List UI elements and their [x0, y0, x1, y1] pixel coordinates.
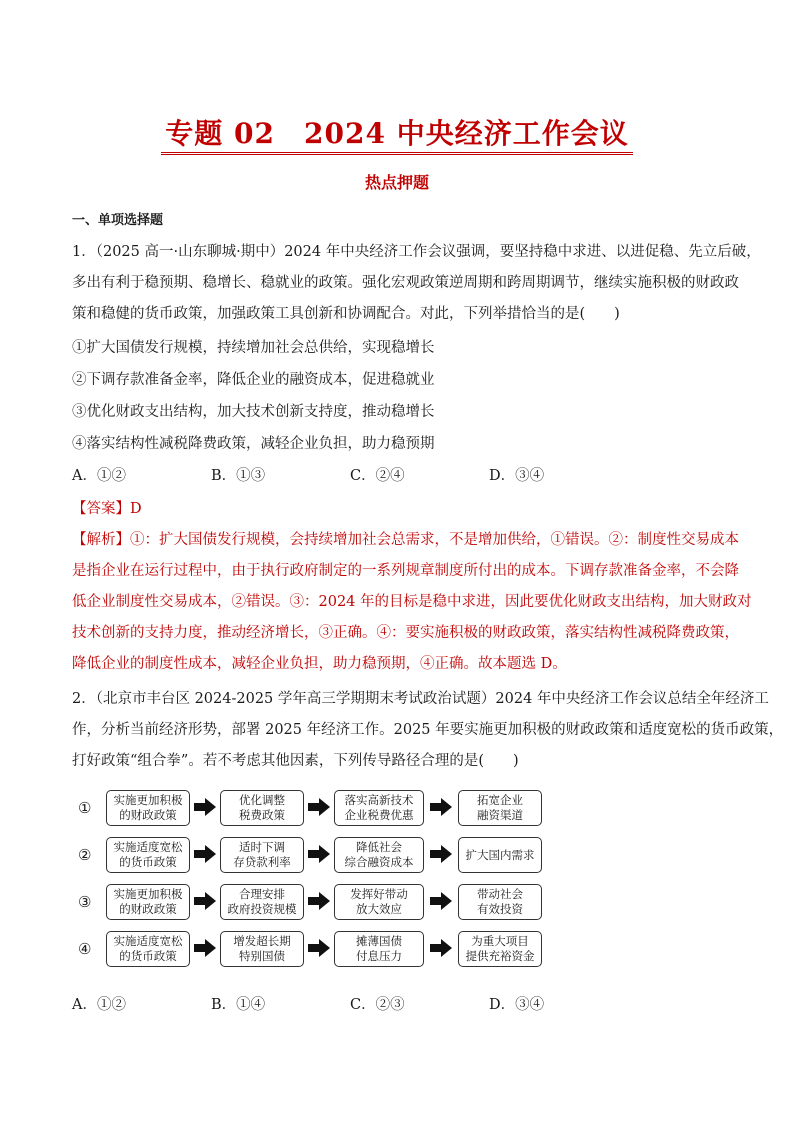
arrow-right-icon — [308, 939, 330, 957]
analysis-label: 【解析】 — [72, 532, 130, 548]
path-box-2: 优化调整 税费政策 — [220, 790, 304, 826]
q1-stem-line-2: 多出有利于稳预期、稳增长、稳就业的政策。强化宏观政策逆周期和跨周期调节，继续实施积极的财政政 — [72, 275, 739, 291]
arrow-right-icon — [430, 845, 452, 863]
page-title — [0, 112, 794, 152]
q1-option-b[interactable]: B．①③ — [211, 468, 266, 484]
q1-statement-2: ②下调存款准备金率，降低企业的融资成本，促进稳就业 — [72, 372, 435, 388]
q1-analysis-line-5: 降低企业的制度性成本，减轻企业负担，助力稳预期，④正确。故本题选 D。 — [72, 656, 567, 672]
path-box-3: 降低社会 综合融资成本 — [334, 837, 424, 873]
answer-label: 【答案】 — [72, 501, 130, 517]
diagram-row-4 — [72, 931, 552, 969]
path-box-3: 落实高新技术 企业税费优惠 — [334, 790, 424, 826]
q2-options — [72, 993, 722, 1014]
q1-stem-line-3: 策和稳健的货币政策，加强政策工具创新和协调配合。对此，下列举措恰当的是( ) — [72, 306, 620, 322]
path-box-1: 实施更加积极 的财政政策 — [106, 790, 190, 826]
arrow-right-icon — [308, 798, 330, 816]
row-number: ② — [78, 846, 92, 864]
q2-stem-line-3: 打好政策“组合拳”。若不考虑其他因素，下列传导路径合理的是( ) — [72, 753, 519, 769]
path-box-2: 合理安排 政府投资规模 — [220, 884, 304, 920]
path-box-4: 扩大国内需求 — [458, 837, 542, 873]
path-box-4: 为重大项目 提供充裕资金 — [458, 931, 542, 967]
q2-option-d[interactable]: D．③④ — [489, 997, 545, 1013]
analysis-text-1: ①：扩大国债发行规模，会持续增加社会总需求，不是增加供给，①错误。②：制度性交易成本 — [130, 532, 739, 548]
q1-analysis-line-2: 是指企业在运行过程中，由于执行政府制定的一系列规章制度所付出的成本。下调存款准备金率，不会降 — [72, 563, 739, 579]
path-box-4: 拓宽企业 融资渠道 — [458, 790, 542, 826]
q1-option-a[interactable]: A．①② — [72, 468, 126, 484]
q2-stem-line-1: 2．（北京市丰台区 2024-2025 学年高三学期期末考试政治试题）2024 年中央经济工作会议总结全年经济工 — [72, 691, 769, 707]
row-number: ① — [78, 799, 92, 817]
transmission-path-diagram — [72, 790, 572, 970]
q2-option-b[interactable]: B．①④ — [211, 997, 266, 1013]
arrow-right-icon — [194, 939, 216, 957]
page-title-text: 专题 02 2024 中央经济工作会议 — [161, 117, 632, 155]
answer-value: D — [130, 501, 142, 517]
q1-answer — [72, 497, 142, 518]
row-number: ③ — [78, 893, 92, 911]
q1-analysis-line-1 — [72, 528, 739, 549]
q2-stem-line-2: 作，分析当前经济形势，部署 2025 年经济工作。2025 年要实施更加积极的财政政策和适度宽松的货币政策， — [72, 722, 784, 738]
arrow-right-icon — [430, 798, 452, 816]
arrow-right-icon — [194, 845, 216, 863]
path-box-1: 实施更加积极 的财政政策 — [106, 884, 190, 920]
q1-statement-4: ④落实结构性减税降费政策，减轻企业负担，助力稳预期 — [72, 436, 435, 452]
path-box-1: 实施适度宽松 的货币政策 — [106, 837, 190, 873]
q1-option-d[interactable]: D．③④ — [489, 468, 545, 484]
path-box-2: 增发超长期 特别国债 — [220, 931, 304, 967]
arrow-right-icon — [430, 892, 452, 910]
arrow-right-icon — [308, 892, 330, 910]
page-subtitle: 热点押题 — [364, 173, 429, 192]
path-box-4: 带动社会 有效投资 — [458, 884, 542, 920]
diagram-row-3 — [72, 884, 552, 922]
q1-option-c[interactable]: C．②④ — [350, 468, 405, 484]
q1-analysis-line-3: 低企业制度性交易成本，②错误。③：2024 年的目标是稳中求进，因此要优化财政支出结构，加大财政对 — [72, 594, 752, 610]
row-number: ④ — [78, 940, 92, 958]
q1-options — [72, 464, 722, 485]
arrow-right-icon — [430, 939, 452, 957]
q1-stem-line-1: 1．（2025 高一·山东聊城·期中）2024 年中央经济工作会议强调，要坚持稳中求进、以进促稳、先立后破， — [72, 244, 761, 260]
diagram-row-2 — [72, 837, 552, 875]
arrow-right-icon — [194, 798, 216, 816]
q2-option-c[interactable]: C．②③ — [350, 997, 405, 1013]
q1-statement-3: ③优化财政支出结构，加大技术创新支持度，推动稳增长 — [72, 404, 435, 420]
arrow-right-icon — [308, 845, 330, 863]
arrow-right-icon — [194, 892, 216, 910]
diagram-row-1 — [72, 790, 552, 828]
path-box-2: 适时下调 存贷款利率 — [220, 837, 304, 873]
path-box-1: 实施适度宽松 的货币政策 — [106, 931, 190, 967]
q2-option-a[interactable]: A．①② — [72, 997, 126, 1013]
path-box-3: 摊薄国债 付息压力 — [334, 931, 424, 967]
section-heading: 一、单项选择题 — [72, 213, 164, 228]
path-box-3: 发挥好带动 放大效应 — [334, 884, 424, 920]
q1-analysis-line-4: 技术创新的支持力度，推动经济增长，③正确。④：要实施积极的财政政策，落实结构性减税降费政策， — [72, 625, 739, 641]
q1-statement-1: ①扩大国债发行规模，持续增加社会总供给，实现稳增长 — [72, 340, 435, 356]
